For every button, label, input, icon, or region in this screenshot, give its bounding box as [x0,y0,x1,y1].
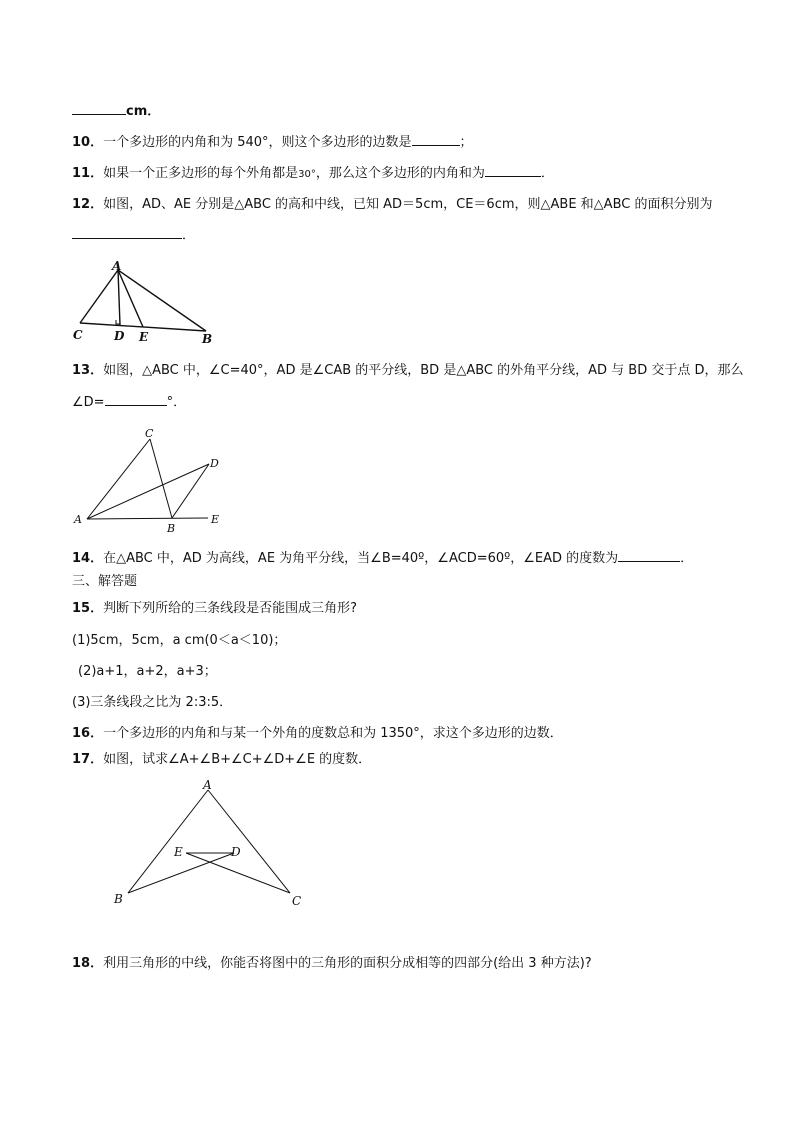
question-17: 17．如图，试求∠A+∠B+∠C+∠D+∠E 的度数． [72,752,372,767]
section-title: 三、解答题 [72,574,138,589]
question-18: 18．利用三角形的中线，你能否将图中的三角形的面积分成相等的四部分(给出 3 种方法)? [72,956,592,971]
figure-q13-triangle [70,420,230,536]
label-a: A [203,778,212,792]
label-e: E [211,513,220,526]
question-12: 12．如图，AD、AE 分别是△ABC 的高和中线，已知 AD＝5cm，CE＝6cm，则△ABE 和△ABC 的面积分别为 [72,197,713,212]
label-a: A [112,259,122,273]
answer-blank[interactable] [485,164,541,177]
question-11: 11．如果一个正多边形的每个外角都是30°，那么这个多边形的内角和为 ． [72,166,554,181]
label-c: C [292,894,302,908]
line-ae [87,518,208,519]
side-ac [87,439,150,519]
label-e: E [139,330,149,344]
side-ac [80,270,118,323]
question-16: 16．一个多边形的内角和与某一个外角的度数总和为 1350°，求这个多边形的边数． [72,726,563,741]
label-c: C [73,328,83,342]
label-a: A [74,513,82,526]
question-15-part-1: (1)5cm，5cm，a cm(0＜a＜10)； [72,633,287,648]
answer-blank[interactable] [412,133,460,146]
question-10: 10．一个多边形的内角和为 540°，则这个多边形的边数是 ； [72,135,473,150]
question-15-part-2: (2)a+1，a+2，a+3； [78,664,217,679]
label-b: B [167,522,176,535]
answer-blank[interactable] [618,549,680,562]
answer-blank[interactable] [105,393,167,406]
figure-q17-star [108,776,308,911]
height-ad [118,270,120,325]
label-d: D [114,329,125,343]
answer-blank[interactable] [72,226,182,239]
answer-blank[interactable] [72,102,126,115]
question-15-part-3: (3)三条线段之比为 2:3:5． [72,695,233,710]
question-13-line2: ∠D= °． [72,395,187,410]
question-12-answer-line: ． [72,226,195,245]
label-b: B [114,892,123,906]
figure-q12-triangle [70,258,220,346]
label-b: B [202,332,213,346]
question-13: 13．如图，△ABC 中，∠C=40°，AD 是∠CAB 的平分线，BD 是△ABC 的外角平分线，AD 与 BD 交于点 D，那么 [72,363,744,378]
label-d: D [210,457,219,470]
question-14: 14．在△ABC 中，AD 为高线，AE 为角平分线，当∠B=40º，∠ACD=60º，∠EAD 的度数为 ． [72,551,694,566]
question-15: 15．判断下列所给的三条线段是否能围成三角形? [72,601,357,616]
label-c: C [145,427,154,440]
label-d: D [231,845,241,859]
q9-tail: cm． [72,102,160,121]
side-cb [150,439,172,518]
label-e: E [174,845,183,859]
